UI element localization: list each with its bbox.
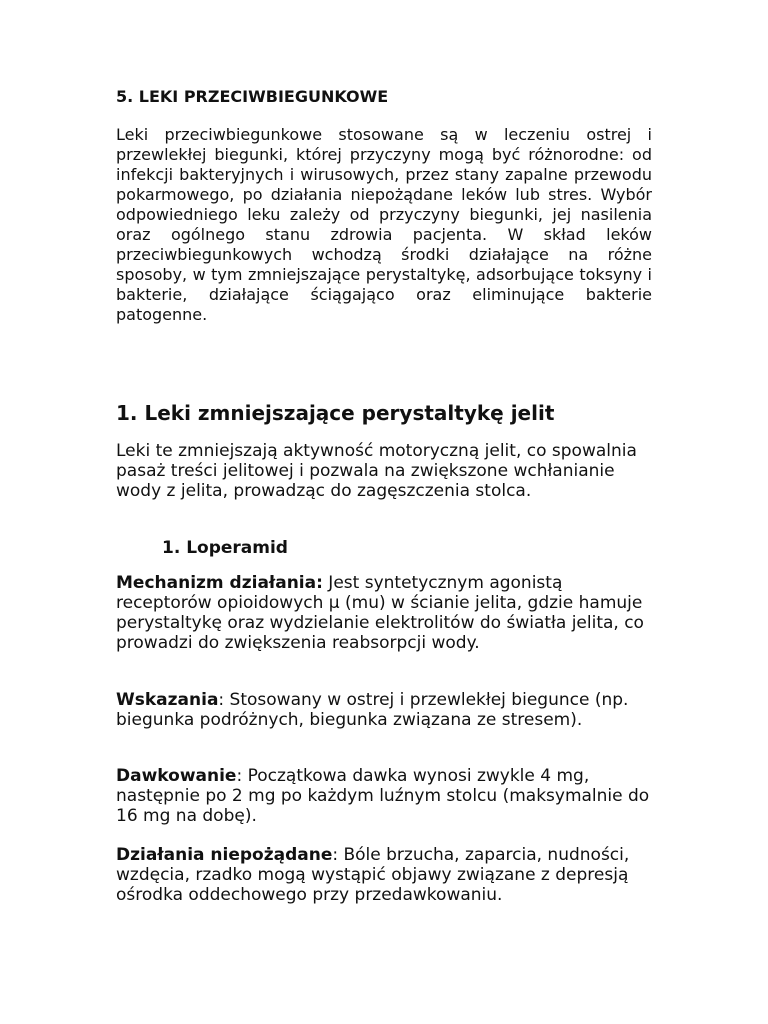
mechanism-paragraph [116, 573, 652, 653]
dosage-label: Dawkowanie [116, 766, 237, 786]
section-intro-paragraph: Leki te zmniejszają aktywność motoryczną jelit, co spowalnia pasaż treści jelitowej i pozwala na zwiększone wchłanianie wody z jelita, prowadząc do zagęszczenia stolca. [116, 441, 637, 501]
indications-paragraph [116, 690, 652, 730]
intro-paragraph: Leki przeciwbiegunkowe stosowane są w leczeniu ostrej i przewlekłej biegunki, której przyczyny mogą być różnorodne: od infekcji bakteryjnych i wirusowych, przez stany zapalne przewodu pokarmowego, po działania niepożądane leków lub stres. Wybór odpowiedniego leku zależy od przyczyny biegunki, jej nasilenia oraz ogólnego stanu zdrowia pacjenta. W skład leków przeciwbiegunkowych wchodzą środki działające na różne sposoby, w tym zmniejszające perystaltykę, adsorbujące toksyny i bakterie, działające ściągająco oraz eliminujące bakterie patogenne. [116, 125, 652, 324]
drug-title: 1. Loperamid [162, 538, 288, 558]
dosage-text: : Początkowa dawka wynosi zwykle 4 mg, następnie po 2 mg po każdym luźnym stolcu (maksymalnie do 16 mg na dobę). [116, 766, 650, 826]
dosage-paragraph [116, 766, 652, 826]
mechanism-text: Jest syntetycznym agonistą receptorów opioidowych µ (mu) w ścianie jelita, gdzie hamuje perystaltykę oraz wydzielanie elektrolitów do światła jelita, co prowadzi do zwiększenia reabsorpcji wody. [116, 573, 644, 653]
side-effects-paragraph [116, 845, 652, 905]
indications-label: Wskazania [116, 690, 219, 710]
side-effects-label: Działania niepożądane [116, 845, 333, 865]
indications-text: : Stosowany w ostrej i przewlekłej biegunce (np. biegunka podróżnych, biegunka związana ze stresem). [116, 690, 629, 730]
section-title: 1. Leki zmniejszające perystaltykę jelit [116, 401, 555, 425]
side-effects-text: : Bóle brzucha, zaparcia, nudności, wzdęcia, rzadko mogą wystąpić objawy związane z depresją ośrodka oddechowego przy przedawkowaniu. [116, 845, 630, 905]
chapter-title: 5. LEKI PRZECIWBIEGUNKOWE [116, 87, 389, 106]
mechanism-label: Mechanizm działania: [116, 573, 323, 593]
